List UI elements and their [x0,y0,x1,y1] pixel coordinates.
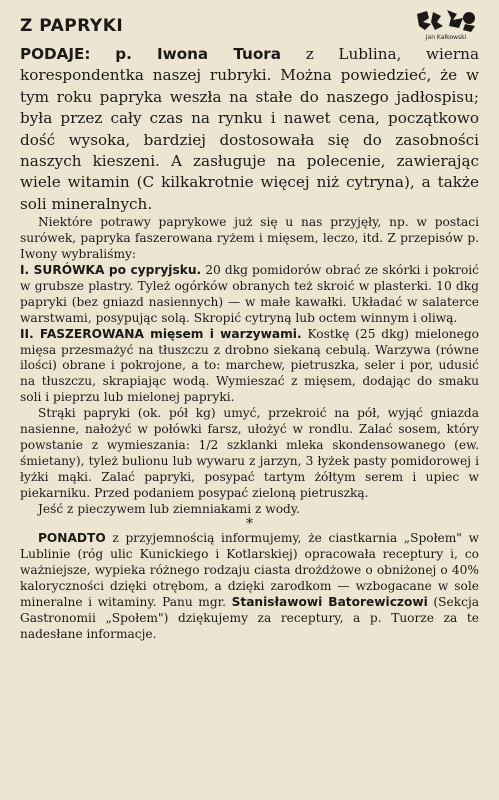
recipe-surowka-text: 20 dkg pomidorów obrać ze skórki i pokroić w grubsze plastry. Tyleż ogórków obranych też skroić w plasterki. 10 dkg papryki (bez gniazd nasiennych) — w małe kawałki. Układać w salaterce warstwami, posypując solą. Skropić cytryną lub octem winnym i oliwą. [20,262,480,325]
ponadto-name: Stanisławowi Batorewiczowi [231,595,428,610]
recipe-faszerowana-heading: II. FASZEROWANA mięsem i warzywami. [20,326,302,341]
logo-caption: Jan Kałkowski [425,34,467,41]
paragraph-serving: Jeść z pieczywem lub ziemniakami z wody. [38,501,300,516]
ponadto-text-a: z przyjemnością informujemy, że ciastkarnia „Społem" w Lublinie (róg ulic Kunickiego i Kotlarskiej) opracowała receptury i, co ważniejsze, wypieka różnego rodzaju ciasta drożdżowe o obniżonej o 40% kaloryczności dzięki otrębom, a dzięki zarodkom — wzbogacane w sole mineralne i witaminy. Panu mgr. [20,531,479,610]
intro-author: p. Iwona Tuora [115,45,282,63]
paragraph-preparation: Strąki papryki (ok. pół kg) umyć, przekroić na pół, wyjąć gniazda nasienne, nałożyć w połówki farsz, ułożyć w rondlu. Zalać sosem, który powstanie z wymieszania: 1/2 szklanki mleka skondensowanego (ew. śmietany), tyleż bulionu lub wywaru z jarzyn, 3 łyżek pasty pomidorowej i łyżki mąki. Zalać papryki, posypać tartym żółtym serem i upiec w piekarniku. Przed podaniem posypać zieloną pietruszką. [20,406,479,500]
recipe-surowka [20,263,479,327]
ponadto-lead: PONADTO [38,531,106,546]
intro-paragraph [20,44,479,215]
recipe-faszerowana-text: Kostkę (25 dkg) mielonego mięsa przesmażyć na tłuszczu z drobno siekaną cebulą. Warzywa (równe ilości) obrane i pokrojone, a to: marchew, pietruszka, seler i por, udusić na tłuszczu, skrapiając wodą. Wymieszać z mięsem, dodając do smaku soli i pieprzu lub mielonej papryki. [20,326,479,405]
intro-text: z Lublina, wierna korespondentka naszej rubryki. Można powiedzieć, że w tym roku papryka weszła na stałe do naszego jadłospisu; była przez cały czas na rynku i nawet cena, początkowo dość wysoka, bardziej dostosowała się do zasobności naszych kieszeni. A zasługuje na polecenie, zawierając wiele witamin (C kilkakrotnie więcej niż cytryna), a także soli mineralnych. [20,45,479,213]
intro-lead: PODAJE: [20,45,91,63]
recipe-surowka-heading: I. SURÓWKA po cypryjsku. [20,262,202,277]
recipe-faszerowana [20,327,479,407]
section-separator: * [246,516,253,533]
column-logo-icon [413,8,479,42]
paragraph-ponadto [20,531,479,642]
ponadto-text-b: (Sekcja Gastronomii „Społem") dziękujemy za receptury, a p. Tuorze za te nadesłane informacje. [20,595,479,641]
page-title: Z PAPRYKI [20,16,124,36]
paragraph-intro-recipes: Niektóre potrawy paprykowe już się u nas przyjęły, np. w postaci surówek, papryka faszerowana ryżem i mięsem, leczo, itd. Z przepisów p. Iwony wybraliśmy: [20,215,479,262]
header [20,14,479,44]
